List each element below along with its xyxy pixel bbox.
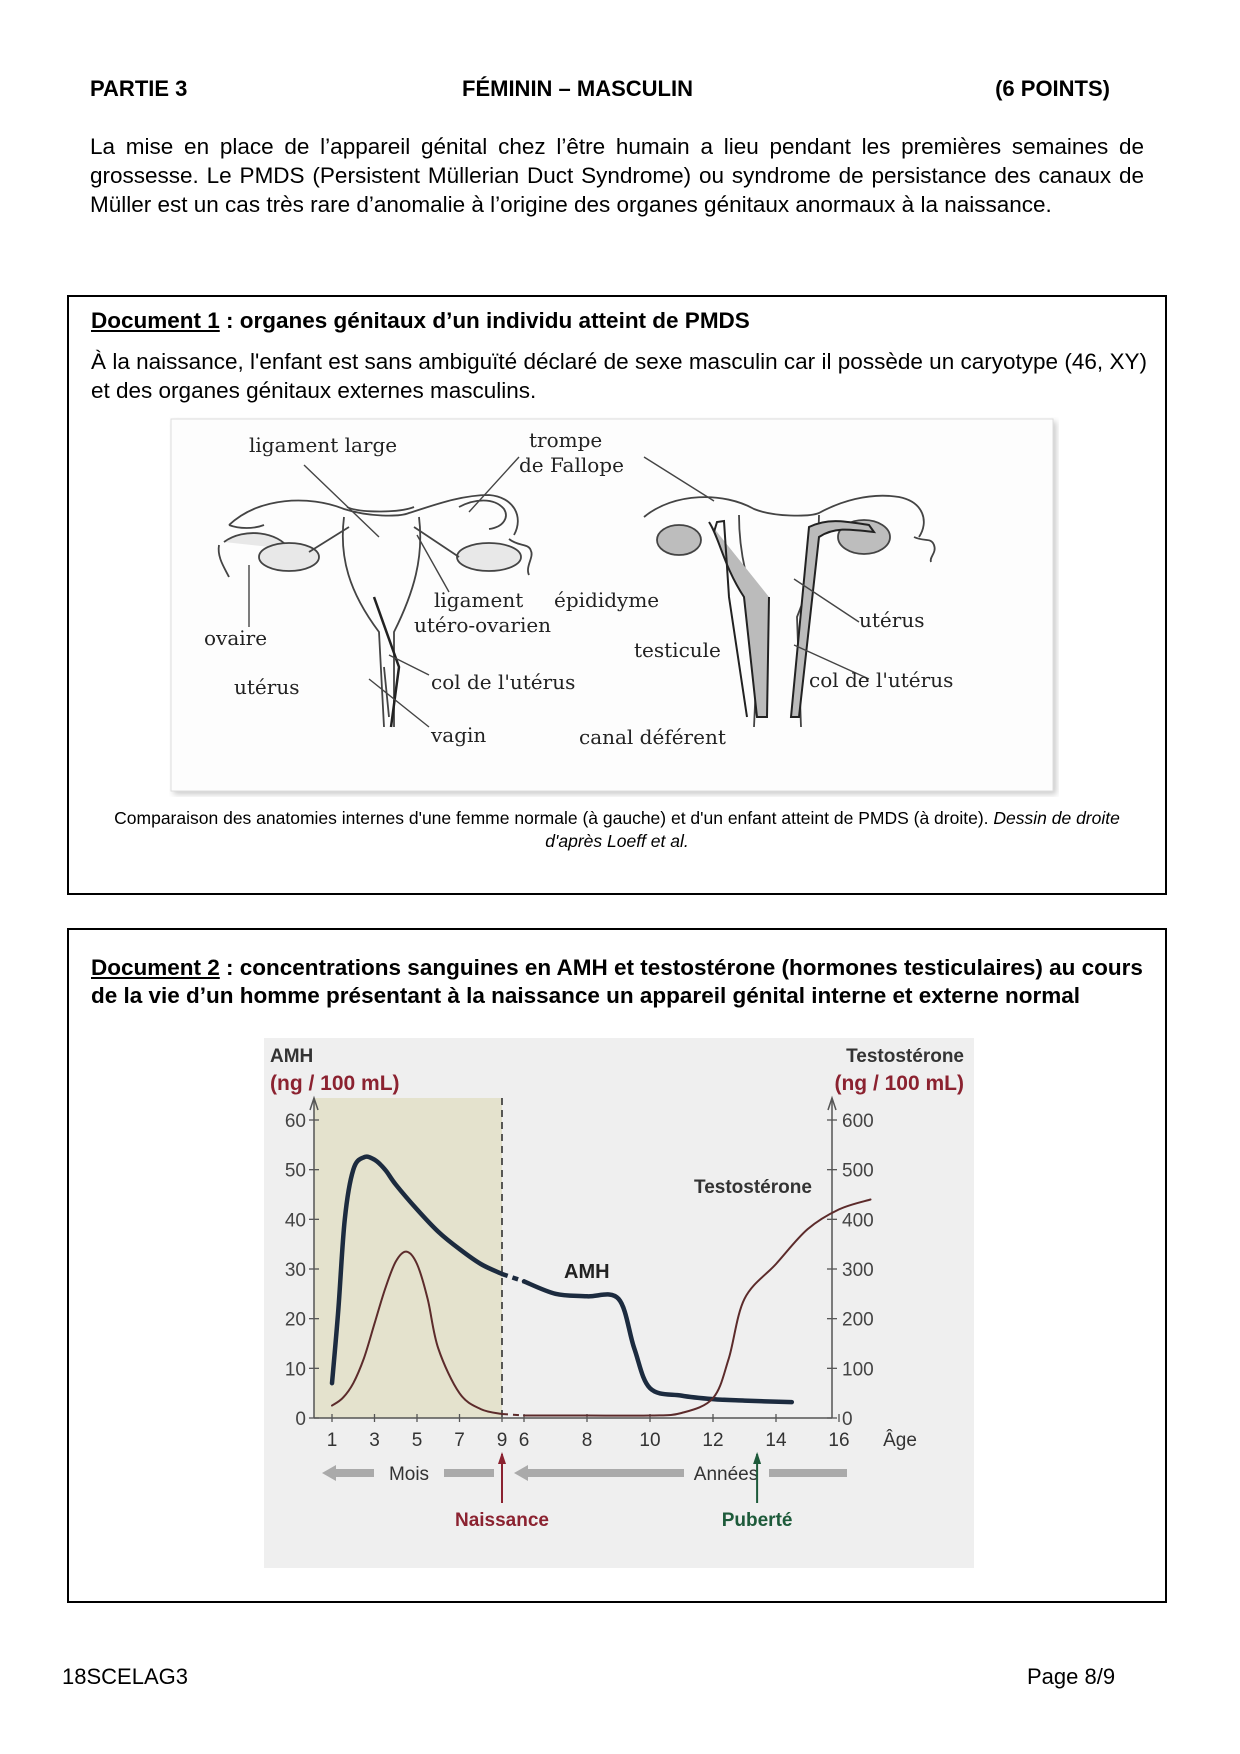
label-ligament-large: ligament large bbox=[249, 433, 398, 457]
x-axis-tick-label: 14 bbox=[765, 1430, 787, 1451]
testosterone-series-label: Testostérone bbox=[694, 1177, 812, 1198]
label-col-right: col de l'utérus bbox=[809, 668, 954, 692]
right-axis-tick-label: 400 bbox=[842, 1210, 874, 1232]
left-axis-tick-label: 60 bbox=[284, 1111, 306, 1132]
part-label: PARTIE 3 bbox=[90, 76, 188, 101]
label-de-fallope: de Fallope bbox=[519, 453, 624, 477]
right-axis-tick-label: 100 bbox=[842, 1359, 874, 1381]
left-axis-tick-label: 40 bbox=[284, 1210, 306, 1232]
right-axis-title: Testostérone bbox=[846, 1046, 964, 1067]
x-axis-tick-label: 5 bbox=[411, 1430, 423, 1451]
hormone-chart bbox=[264, 1038, 974, 1568]
document-1-title bbox=[91, 307, 1151, 335]
label-vagin: vagin bbox=[431, 723, 487, 747]
years-band-right bbox=[769, 1469, 847, 1477]
left-axis-title: AMH bbox=[270, 1046, 314, 1067]
right-axis-tick-label: 500 bbox=[842, 1160, 874, 1182]
x-axis-tick-label: 3 bbox=[369, 1430, 380, 1451]
document-1-label: Document 1 bbox=[91, 308, 220, 333]
page-header bbox=[90, 76, 1120, 106]
right-axis-tick-label: 600 bbox=[842, 1111, 874, 1132]
left-axis-tick-label: 10 bbox=[284, 1359, 306, 1381]
caption-source: Dessin de droite d'après Loeff et al. bbox=[545, 808, 1120, 851]
right-axis-unit: (ng / 100 mL) bbox=[834, 1072, 964, 1095]
x-axis-tick-label: 9 bbox=[496, 1430, 508, 1451]
page-number: Page 8/9 bbox=[1027, 1664, 1116, 1689]
part-title: FÉMININ – MASCULIN bbox=[462, 76, 693, 101]
x-axis-tick-label: 12 bbox=[702, 1430, 724, 1451]
left-axis-tick-label: 0 bbox=[295, 1409, 306, 1430]
months-band-right bbox=[444, 1469, 494, 1477]
puberty-label: Puberté bbox=[721, 1510, 793, 1531]
x-axis-tick-label: 1 bbox=[326, 1430, 338, 1451]
left-axis-tick-label: 30 bbox=[284, 1260, 306, 1281]
exam-code: 18SCELAG3 bbox=[62, 1664, 188, 1689]
left-axis-unit: (ng / 100 mL) bbox=[270, 1072, 400, 1095]
right-axis-tick-label: 0 bbox=[842, 1409, 853, 1430]
x-axis-tick-label: 7 bbox=[454, 1430, 465, 1451]
document-1 bbox=[67, 295, 1167, 895]
label-utero-ovarien: utéro-ovarien bbox=[414, 613, 552, 637]
caption-text: Comparaison des anatomies internes d'une femme normale (à gauche) et d'un enfant atteint de PMDS (à droite). bbox=[114, 808, 994, 828]
right-axis-tick-label: 200 bbox=[842, 1309, 874, 1331]
label-uterus-left: utérus bbox=[234, 675, 300, 699]
label-uterus-right: utérus bbox=[859, 608, 925, 632]
months-label: Mois bbox=[388, 1464, 430, 1485]
intro-paragraph: La mise en place de l’appareil génital chez l’être humain a lieu pendant les premières semaines de grossesse. Le PMDS (Persistent Müllerian Duct Syndrome) ou syndrome de persistance des canaux de Müller est un cas très rare d’anomalie à l’origine des organes génitaux anormaux à la naissance. bbox=[90, 134, 1144, 217]
figure-caption bbox=[109, 807, 1125, 853]
label-trompe: trompe bbox=[529, 428, 603, 452]
anatomy-figure bbox=[169, 417, 1059, 797]
label-testicule: testicule bbox=[634, 638, 721, 662]
document-2-label: Document 2 bbox=[91, 955, 220, 980]
x-axis-tick-label: 16 bbox=[828, 1430, 850, 1451]
years-label: Années bbox=[693, 1464, 759, 1485]
label-ovaire: ovaire bbox=[204, 626, 268, 650]
birth-label: Naissance bbox=[454, 1510, 550, 1531]
label-ligament: ligament bbox=[434, 588, 524, 612]
right-axis-tick-label: 300 bbox=[842, 1260, 874, 1281]
label-canal-deferent: canal déférent bbox=[579, 725, 726, 749]
document-2 bbox=[67, 928, 1167, 1603]
x-axis-label: Âge bbox=[883, 1430, 917, 1451]
left-axis-tick-label: 50 bbox=[284, 1160, 306, 1182]
x-axis-tick-label: 6 bbox=[518, 1430, 530, 1451]
x-axis-tick-label: 8 bbox=[581, 1430, 593, 1451]
amh-series-label: AMH bbox=[564, 1261, 610, 1283]
document-1-text: À la naissance, l'enfant est sans ambiguïté déclaré de sexe masculin car il possède un caryotype (46, XY) et des organes génitaux externes masculins. bbox=[91, 349, 1147, 403]
label-col-left: col de l'utérus bbox=[431, 670, 576, 694]
left-axis-tick-label: 20 bbox=[284, 1309, 306, 1331]
label-epididyme: épididyme bbox=[554, 588, 660, 612]
document-1-heading: : organes génitaux d’un individu atteint de PMDS bbox=[219, 308, 750, 333]
document-2-title bbox=[91, 954, 1151, 1010]
x-axis-tick-label: 10 bbox=[639, 1430, 661, 1451]
points-label: (6 POINTS) bbox=[995, 76, 1110, 101]
document-2-heading: : concentrations sanguines en AMH et testostérone (hormones testiculaires) au cours de la vie d’un homme présentant à la naissance un appareil génital interne et externe normal bbox=[91, 955, 1143, 1008]
